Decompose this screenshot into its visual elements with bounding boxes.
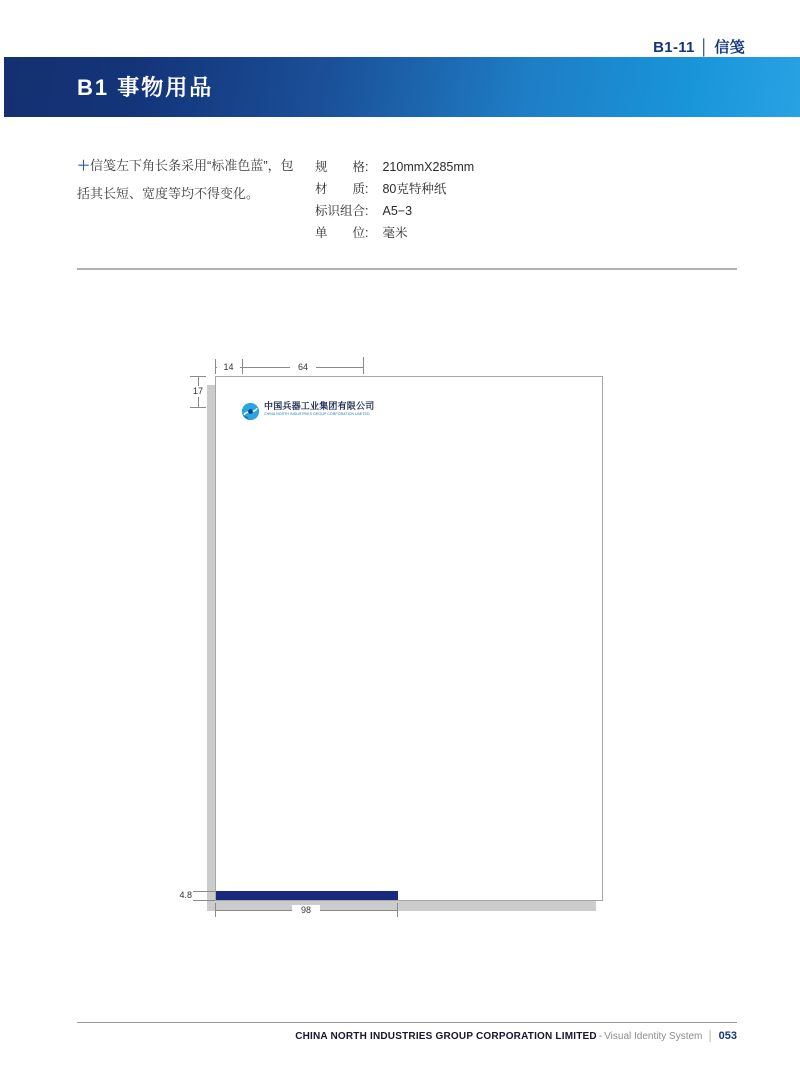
dim-tick [215,359,216,374]
spec-list [315,156,474,244]
footer [295,1030,737,1042]
header-band [4,57,800,117]
spec-value: 80克特种纸 [382,182,447,196]
footer-separator: │ [707,1031,714,1042]
spec-row-logo-combination [315,200,474,222]
footer-company: CHINA NORTH INDUSTRIES GROUP CORPORATION LIMITED [295,1031,597,1042]
page-code-number: B1-11 [653,39,695,56]
intro-line-2: 括其长短、宽度等均不得变化。 [77,186,260,201]
page-code-label [653,36,745,57]
dim-label-margin-top: 17 [190,386,206,397]
section-divider [77,268,737,270]
spec-row-unit [315,222,474,244]
dim-tick [242,359,243,374]
spec-row-material [315,178,474,200]
dim-label-bar-height: 4.8 [179,890,192,900]
dim-label-margin-left: 14 [217,362,240,373]
intro-line-1: 信笺左下角长条采用“标准色蓝”，包 [90,158,294,173]
page-code-category: 信笺 [714,39,745,56]
spec-label: 单 位: [315,226,369,240]
norinco-logo [241,401,399,423]
letterhead-paper [215,376,603,901]
spec-value: A5−3 [382,204,413,218]
dim-label-bar-width: 98 [292,905,320,916]
company-name-cn: 中国兵器工业集团有限公司 [264,401,375,411]
plus-marker: ＋ [77,158,91,173]
spec-value: 毫米 [382,226,408,240]
page-code-separator: │ [699,39,710,56]
footer-system-label: Visual Identity System [604,1031,703,1042]
company-name-en: CHINA NORTH INDUSTRIES GROUP CORPORATION LIMITED [264,412,370,416]
spec-value: 210mmX285mm [382,160,475,174]
dim-label-logo-width: 64 [290,362,316,373]
footer-dash: - [598,1031,603,1042]
footer-divider [77,1022,737,1023]
logo-names [264,401,399,417]
intro-note [77,152,325,208]
footer-page-number: 053 [718,1030,737,1042]
dim-tick [193,900,215,901]
dim-tick [190,407,206,408]
spec-label: 材 质: [315,182,369,196]
dim-tick [190,376,206,377]
dim-tick [193,891,215,892]
dim-tick [363,357,364,374]
norinco-logo-icon [241,402,260,421]
page-title: B1 事物用品 [77,75,214,100]
letterhead-accent-bar [216,891,398,900]
spec-label: 标识组合: [315,204,369,218]
spec-label: 规 格: [315,160,369,174]
spec-row-size [315,156,474,178]
